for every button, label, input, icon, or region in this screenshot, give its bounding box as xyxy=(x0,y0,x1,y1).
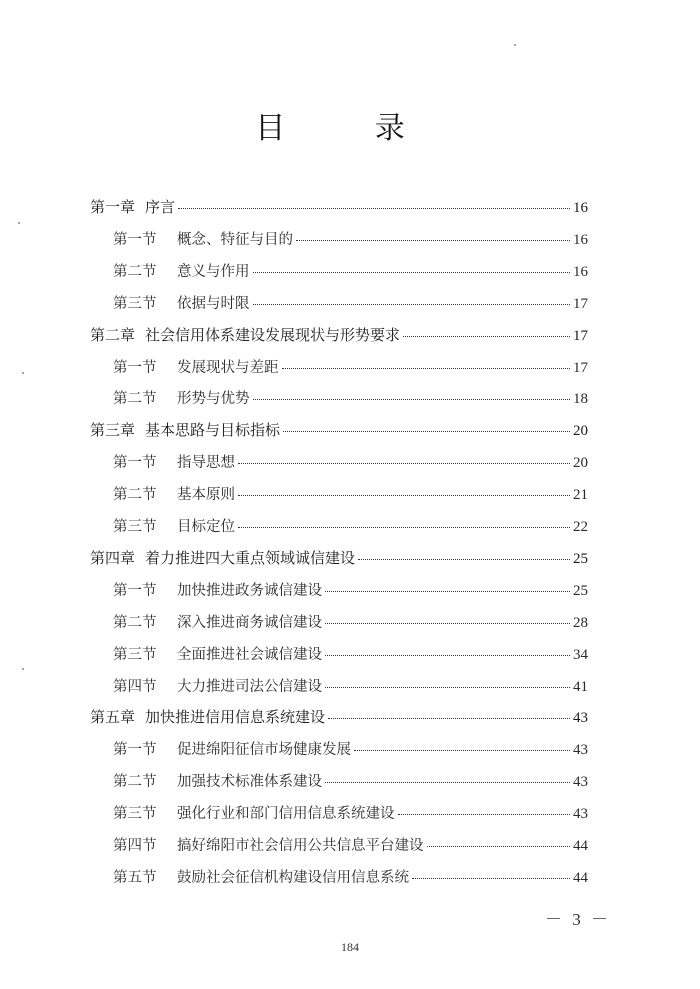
toc-page-number: 25 xyxy=(573,582,588,599)
toc-section-entry xyxy=(113,228,588,250)
toc-dot-leader xyxy=(253,398,571,400)
toc-entry-label: 加强技术标准体系建设 xyxy=(177,774,322,791)
toc-page-number: 34 xyxy=(573,646,588,663)
toc-dot-leader xyxy=(325,781,570,783)
toc-page-number: 44 xyxy=(573,869,588,886)
toc-chapter-entry xyxy=(90,706,588,728)
toc-entry-number: 第一节 xyxy=(113,742,157,759)
toc-entry-label: 全面推进社会诚信建设 xyxy=(177,646,322,663)
toc-dot-leader xyxy=(238,526,570,528)
toc-section-entry xyxy=(113,611,588,633)
toc-dot-leader xyxy=(354,749,570,751)
toc-entry-number: 第四节 xyxy=(113,678,157,695)
toc-page-number: 20 xyxy=(573,455,588,472)
toc-entry-label: 基本原则 xyxy=(177,487,235,504)
toc-page-number: 43 xyxy=(573,742,588,759)
toc-dot-leader xyxy=(253,303,571,305)
toc-entry-label: 着力推进四大重点领域诚信建设 xyxy=(145,548,356,567)
toc-entry-label: 概念、特征与目的 xyxy=(177,231,293,248)
folio-number: 184 xyxy=(341,940,359,954)
toc-dot-leader xyxy=(325,654,570,656)
toc-entry-number: 第三节 xyxy=(113,295,157,312)
toc-page-number: 41 xyxy=(573,678,588,695)
toc-dot-leader xyxy=(325,590,570,592)
toc-page-number: 17 xyxy=(573,327,588,344)
toc-page-number: 43 xyxy=(573,806,588,823)
toc-page-number: 17 xyxy=(573,295,588,312)
toc-chapter-entry xyxy=(90,419,588,441)
toc-section-entry xyxy=(113,483,588,505)
toc-entry-number: 第二节 xyxy=(113,614,157,631)
toc-page-number: 43 xyxy=(573,774,588,791)
toc-section-entry xyxy=(113,515,588,537)
toc-entry-number: 第一节 xyxy=(113,231,157,248)
page-marker: － 3 － xyxy=(545,910,611,929)
toc-section-entry xyxy=(113,260,588,282)
scan-speck xyxy=(22,372,24,374)
toc-page-number: 16 xyxy=(573,263,588,280)
toc-entry-number: 第四章 xyxy=(90,548,136,567)
toc-dot-leader xyxy=(238,494,570,496)
toc-entry-number: 第一节 xyxy=(113,359,157,376)
toc-section-entry xyxy=(113,387,588,409)
toc-entry-number: 第五节 xyxy=(113,869,157,886)
toc-page-number: 18 xyxy=(573,391,588,408)
toc-entry-number: 第二节 xyxy=(113,391,157,408)
toc-entry-label: 目标定位 xyxy=(177,519,235,535)
toc-section-entry xyxy=(113,643,588,665)
toc-entry-label: 发展现状与差距 xyxy=(177,359,279,376)
toc-page-number: 21 xyxy=(573,487,588,504)
toc-dot-leader xyxy=(283,430,570,432)
toc-entry-label: 搞好绵阳市社会信用公共信息平台建设 xyxy=(177,838,424,854)
toc-section-entry xyxy=(113,675,588,697)
toc-page-number: 20 xyxy=(573,423,588,440)
toc-entry-number: 第二节 xyxy=(113,487,157,504)
toc-section-entry xyxy=(113,866,588,888)
toc-entry-number: 第五章 xyxy=(90,708,136,727)
toc-section-entry xyxy=(113,356,588,378)
toc-entry-number: 第二节 xyxy=(113,263,157,280)
toc-dot-leader xyxy=(178,207,570,209)
toc-entry-label: 指导思想 xyxy=(177,455,235,472)
toc-entry-label: 加快推进政务诚信建设 xyxy=(177,582,322,599)
toc-dot-leader xyxy=(253,271,571,273)
scan-speck xyxy=(22,668,24,670)
scan-speck xyxy=(18,222,20,224)
toc-entry-label: 鼓励社会征信机构建设信用信息系统 xyxy=(177,869,409,886)
toc-dot-leader xyxy=(427,845,571,847)
toc-chapter-entry xyxy=(90,547,588,569)
toc-section-entry xyxy=(113,451,588,473)
scan-speck xyxy=(514,44,516,46)
toc-entry-label: 大力推进司法公信建设 xyxy=(177,678,322,695)
toc-entry-number: 第三节 xyxy=(113,646,157,663)
toc-entry-number: 第三节 xyxy=(113,519,157,535)
toc-dot-leader xyxy=(403,335,570,337)
toc-section-entry xyxy=(113,738,588,760)
toc-entry-label: 序言 xyxy=(145,198,176,216)
toc-entry-number: 第一节 xyxy=(113,455,157,472)
toc-page-number: 25 xyxy=(573,550,588,567)
toc-page-number: 44 xyxy=(573,838,588,854)
toc-chapter-entry xyxy=(90,196,588,218)
toc-page-number: 28 xyxy=(573,614,588,631)
toc-dot-leader xyxy=(398,813,571,815)
toc-entry-number: 第三节 xyxy=(113,806,157,823)
toc-entry-label: 强化行业和部门信用信息系统建设 xyxy=(177,806,395,823)
toc-dot-leader xyxy=(328,717,570,719)
toc-page-number: 16 xyxy=(573,200,588,216)
toc-entry-number: 第一章 xyxy=(90,198,136,216)
toc-section-entry xyxy=(113,292,588,314)
toc-entry-label: 形势与优势 xyxy=(177,391,250,408)
toc-dot-leader xyxy=(412,877,570,879)
toc-entry-label: 意义与作用 xyxy=(177,263,250,280)
toc-dot-leader xyxy=(238,462,570,464)
toc-chapter-entry xyxy=(90,324,588,346)
toc-title: 目 录 xyxy=(255,111,445,146)
toc-section-entry xyxy=(113,802,588,824)
toc-entry-label: 促进绵阳征信市场健康发展 xyxy=(177,742,351,759)
toc-dot-leader xyxy=(282,367,571,369)
toc-page-number: 16 xyxy=(573,231,588,248)
toc-entry-number: 第三章 xyxy=(90,421,136,440)
toc-entry-number: 第一节 xyxy=(113,582,157,599)
toc-entry-number: 第四节 xyxy=(113,838,157,854)
toc-entry-label: 社会信用体系建设发展现状与形势要求 xyxy=(145,325,401,344)
toc-section-entry xyxy=(113,770,588,792)
toc-page-number: 17 xyxy=(573,359,588,376)
toc-dot-leader xyxy=(325,686,570,688)
toc-section-entry xyxy=(113,834,588,856)
toc-entry-number: 第二章 xyxy=(90,325,136,344)
toc-dot-leader xyxy=(358,558,570,560)
toc-entry-label: 依据与时限 xyxy=(177,295,250,312)
toc-entry-label: 深入推进商务诚信建设 xyxy=(177,614,322,631)
toc-entry-label: 加快推进信用信息系统建设 xyxy=(145,708,326,727)
toc-page-number: 43 xyxy=(573,710,588,727)
toc-entry-number: 第二节 xyxy=(113,774,157,791)
toc-entry-label: 基本思路与目标指标 xyxy=(145,421,281,440)
toc-section-entry xyxy=(113,579,588,601)
toc-dot-leader xyxy=(296,239,570,241)
toc-page-number: 22 xyxy=(573,519,588,535)
toc-dot-leader xyxy=(325,622,570,624)
